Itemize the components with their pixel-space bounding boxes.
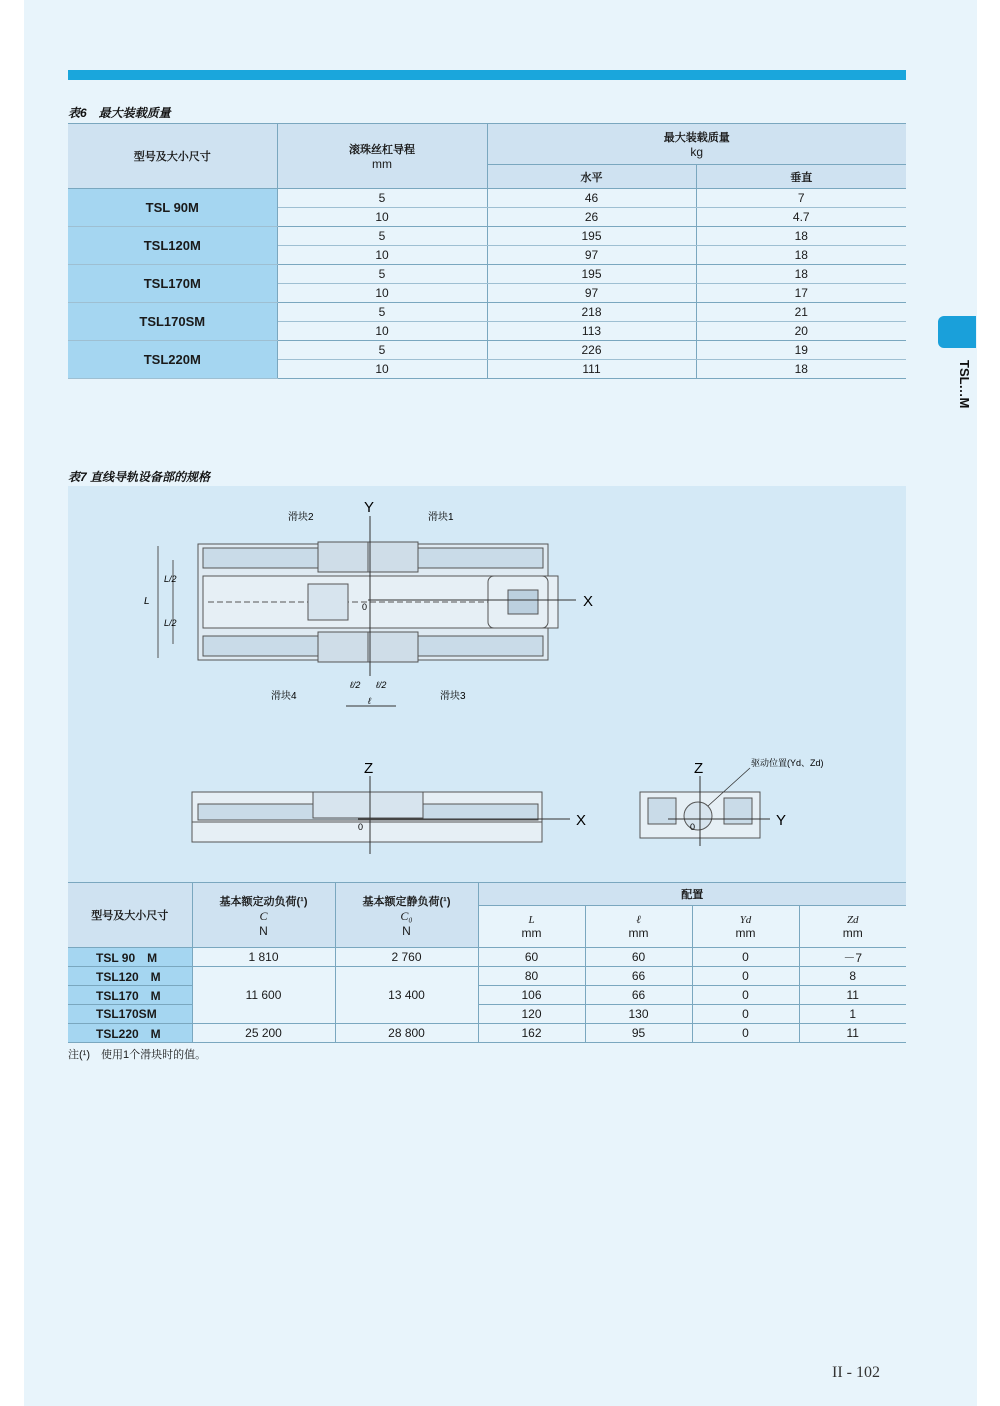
- side-tab: [938, 316, 976, 348]
- t7-l: 66: [585, 967, 692, 986]
- t6-h: 97: [487, 246, 696, 265]
- table7-note: 注(¹) 使用1个滑块时的值。: [68, 1049, 207, 1061]
- t6-lead: 10: [277, 246, 487, 265]
- table7-caption: 表7 直线导轨设备部的规格: [68, 470, 211, 484]
- slider2-label: 滑块2: [288, 512, 314, 523]
- t7-Yd-symbol: Yd: [739, 913, 752, 926]
- t7-L: 106: [478, 986, 585, 1005]
- origin-front: 0: [358, 822, 364, 832]
- t6-v: 21: [696, 303, 906, 322]
- t7-row-4: [68, 1024, 906, 1043]
- t6-row: [68, 265, 906, 284]
- t7-Zd: －7: [799, 948, 906, 967]
- t7-C-merged: 11 600: [192, 967, 335, 1024]
- axis-y-top: Y: [364, 499, 375, 516]
- t6-header-horizontal: 水平: [487, 165, 696, 189]
- axis-x-top: X: [583, 593, 594, 610]
- page-number: II - 102: [832, 1364, 880, 1381]
- t7-static-label: 基本额定静负荷(¹): [362, 895, 451, 908]
- table7-specs: [68, 882, 906, 1043]
- t7-C0-merged: 13 400: [335, 967, 478, 1024]
- t7-static-unit: N: [402, 923, 411, 938]
- t6-v: 20: [696, 322, 906, 341]
- front-view: [192, 792, 542, 842]
- t7-model: TSL170 M: [68, 986, 192, 1005]
- t7-Yd: 0: [692, 948, 799, 967]
- t6-lead: 10: [277, 208, 487, 227]
- t6-lead-unit: mm: [372, 157, 392, 171]
- t7-l: 95: [585, 1024, 692, 1043]
- slider4-label: 滑块4: [271, 691, 297, 702]
- t7-l-unit: mm: [628, 925, 649, 940]
- t7-header-dynamic: [192, 883, 335, 948]
- t6-h: 195: [487, 265, 696, 284]
- figure-panel: [68, 486, 906, 882]
- t6-h: 111: [487, 360, 696, 379]
- t6-model: TSL220M: [68, 341, 277, 379]
- t7-model: TSL220 M: [68, 1024, 192, 1043]
- t6-v: 18: [696, 265, 906, 284]
- dim-L: L: [144, 596, 150, 607]
- t7-header-config: 配置: [478, 883, 906, 906]
- t6-lead: 5: [277, 227, 487, 246]
- t6-lead-label: 滚珠丝杠导程: [349, 144, 415, 156]
- dim-l: ℓ: [368, 696, 371, 706]
- t7-static-symbol: C₀: [400, 908, 413, 923]
- t7-header-Zd: [799, 906, 906, 948]
- origin-side: 0: [690, 822, 696, 832]
- t7-header-model: 型号及大小尺寸: [68, 883, 192, 948]
- dim-L2-top: L/2: [164, 574, 177, 584]
- t7-header-Yd: [692, 906, 799, 948]
- t7-L-symbol: L: [528, 913, 535, 926]
- dim-l2-right: ℓ/2: [376, 680, 387, 690]
- t6-header-vertical: 垂直: [696, 165, 906, 189]
- t7-Yd: 0: [692, 986, 799, 1005]
- t6-header-mass: [487, 124, 906, 165]
- t7-dynamic-label: 基本额定动负荷(¹): [219, 895, 308, 908]
- t6-lead: 5: [277, 303, 487, 322]
- slider3-label: 滑块3: [440, 691, 466, 702]
- t6-lead: 5: [277, 341, 487, 360]
- t7-model: TSL170SM: [68, 1005, 192, 1024]
- t6-mass-label: 最大装载质量: [663, 132, 730, 144]
- t6-row: [68, 303, 906, 322]
- dim-L2-bottom: L/2: [164, 618, 177, 628]
- t7-row-0: [68, 948, 906, 967]
- t7-C: 1 810: [192, 948, 335, 967]
- t6-h: 97: [487, 284, 696, 303]
- t6-row: [68, 189, 906, 208]
- axis-y-side: Y: [776, 812, 787, 829]
- t7-L-unit: mm: [521, 925, 542, 940]
- t7-l: 130: [585, 1005, 692, 1024]
- t7-l: 66: [585, 986, 692, 1005]
- t7-Yd: 0: [692, 1024, 799, 1043]
- t7-Zd: 11: [799, 986, 906, 1005]
- drive-position-label: 驱动位置(Yd、Zd): [751, 758, 824, 768]
- t6-mass-unit: kg: [690, 145, 704, 159]
- t6-lead: 5: [277, 265, 487, 284]
- t6-h: 195: [487, 227, 696, 246]
- table6-caption: 表6 最大装载质量: [68, 106, 171, 120]
- t6-v: 18: [696, 360, 906, 379]
- t7-row-1: [68, 967, 906, 986]
- t7-Yd: 0: [692, 1005, 799, 1024]
- axis-z-front: Z: [364, 760, 374, 777]
- t7-model: TSL 90 M: [68, 948, 192, 967]
- axis-x-front: X: [576, 812, 587, 829]
- t7-L: 162: [478, 1024, 585, 1043]
- t6-v: 18: [696, 227, 906, 246]
- t6-header-lead: [277, 124, 487, 189]
- t7-header-L: [478, 906, 585, 948]
- t7-dynamic-unit: N: [259, 923, 268, 938]
- axis-z-side: Z: [694, 760, 704, 777]
- slider1-label: 滑块1: [428, 512, 454, 523]
- t7-header-static: [335, 883, 478, 948]
- t7-header-l: [585, 906, 692, 948]
- t7-Zd: 8: [799, 967, 906, 986]
- t6-row: [68, 227, 906, 246]
- t6-model: TSL170SM: [68, 303, 277, 341]
- t6-h: 46: [487, 189, 696, 208]
- t7-Zd: 11: [799, 1024, 906, 1043]
- t7-L: 120: [478, 1005, 585, 1024]
- table6-max-load: [68, 123, 906, 379]
- t6-lead: 10: [277, 284, 487, 303]
- t6-h: 113: [487, 322, 696, 341]
- t6-header-model: 型号及大小尺寸: [68, 124, 277, 189]
- t7-L: 80: [478, 967, 585, 986]
- t7-Zd: 1: [799, 1005, 906, 1024]
- side-tab-label: TSL…M: [957, 360, 972, 409]
- top-view: [158, 542, 558, 662]
- t7-l: 60: [585, 948, 692, 967]
- t6-h: 226: [487, 341, 696, 360]
- t6-v: 18: [696, 246, 906, 265]
- t7-L: 60: [478, 948, 585, 967]
- t6-h: 218: [487, 303, 696, 322]
- t7-Zd-unit: mm: [842, 925, 863, 940]
- t7-C: 25 200: [192, 1024, 335, 1043]
- t6-v: 4.7: [696, 208, 906, 227]
- t6-v: 19: [696, 341, 906, 360]
- t6-row: [68, 341, 906, 360]
- top-accent-bar: [68, 70, 906, 80]
- t6-lead: 10: [277, 360, 487, 379]
- dim-l2-left: ℓ/2: [350, 680, 361, 690]
- t7-Yd-unit: mm: [735, 925, 756, 940]
- t6-lead: 10: [277, 322, 487, 341]
- t6-v: 7: [696, 189, 906, 208]
- t7-Zd-symbol: Zd: [846, 913, 859, 926]
- t7-C0: 28 800: [335, 1024, 478, 1043]
- t6-h: 26: [487, 208, 696, 227]
- origin-top: 0: [362, 602, 368, 612]
- t7-l-symbol: ℓ: [636, 913, 641, 926]
- guide-rail-diagram: [68, 486, 906, 882]
- t6-lead: 5: [277, 189, 487, 208]
- t6-model: TSL170M: [68, 265, 277, 303]
- t6-model: TSL 90M: [68, 189, 277, 227]
- t6-model: TSL120M: [68, 227, 277, 265]
- t7-dynamic-symbol: C: [259, 908, 268, 923]
- t7-Yd: 0: [692, 967, 799, 986]
- t7-model: TSL120 M: [68, 967, 192, 986]
- t7-C0: 2 760: [335, 948, 478, 967]
- t6-v: 17: [696, 284, 906, 303]
